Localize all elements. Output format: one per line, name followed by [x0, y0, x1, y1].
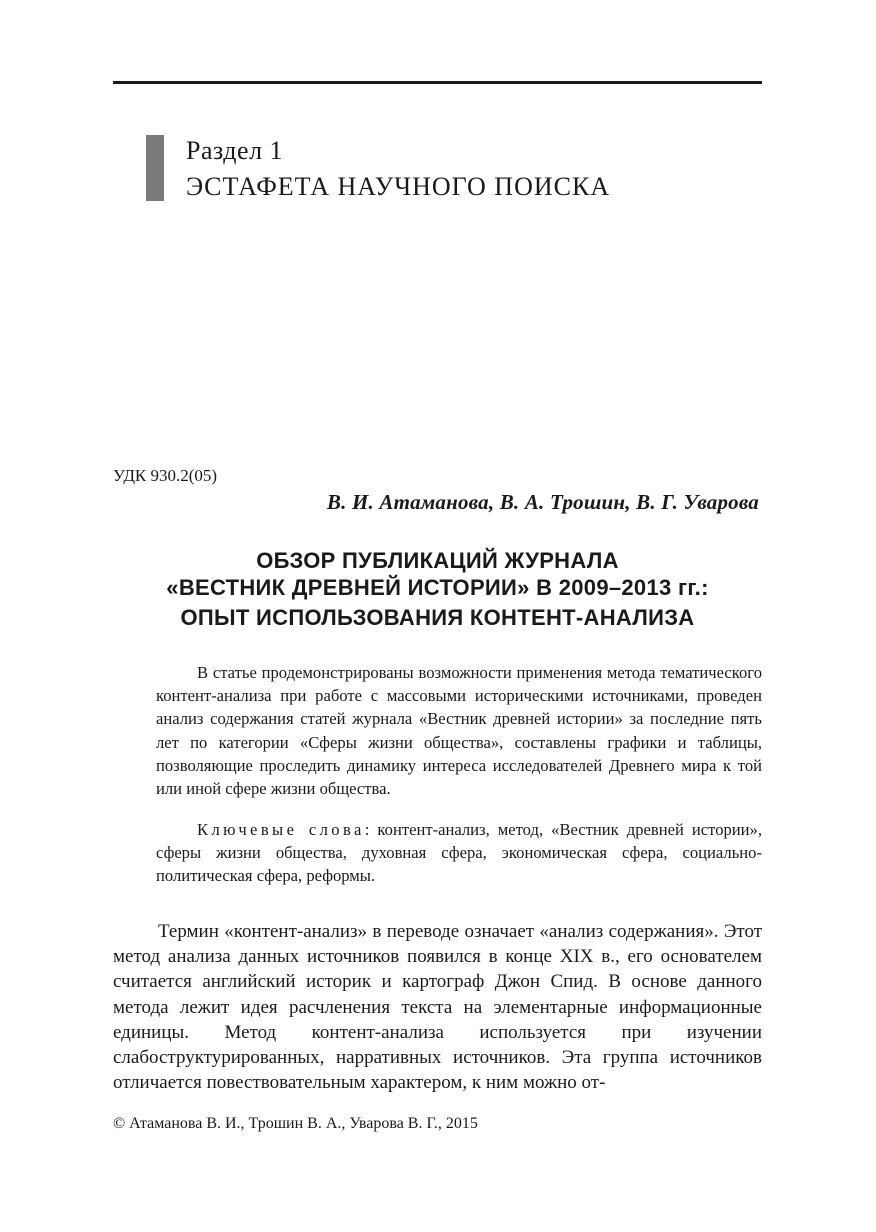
abstract: В статье продемонстрированы возможности применения метода тематического контент-анализа при работе с массовыми историческими источниками, проведен анализ содержания статей журнала «Вестник древней истории» за последние пять лет по категории «Сферы жизни общества», составлены графики и таблицы, позволяющие проследить динамику интереса исследователей Древнего мира к той или иной сфере жизни общества. [156, 663, 762, 799]
copyright-note: © Атаманова В. И., Трошин В. А., Уварова В. Г., 2015 [113, 1115, 478, 1132]
article-title-line-1: ОБЗОР ПУБЛИКАЦИЙ ЖУРНАЛА [256, 548, 619, 573]
article-title-line-3: ОПЫТ ИСПОЛЬЗОВАНИЯ КОНТЕНТ-АНАЛИЗА [180, 605, 695, 630]
section-marker-bar [146, 135, 164, 201]
authors: В. И. Атаманова, В. А. Трошин, В. Г. Уварова [326, 490, 759, 514]
keywords [156, 818, 762, 888]
article-title-line-2: «ВЕСТНИК ДРЕВНЕЙ ИСТОРИИ» В 2009–2013 гг.: [166, 575, 709, 600]
body-paragraph: Термин «контент-анализ» в переводе означает «анализ содержания». Этот метод анализа данных источников появился в конце XIX в., его основателем считается английский историк и картограф Джон Спид. В основе данного метода лежит идея расчленения текста на элементарные информационные единицы. Метод контент-анализа используется при изучении слабоструктурированных, нарративных источников. Эта группа источников отличается повествовательным характером, к ним можно от- [113, 921, 762, 1094]
keywords-label: Ключевые слова [197, 820, 365, 839]
section-title: ЭСТАФЕТА НАУЧНОГО ПОИСКА [186, 172, 611, 201]
keywords-list: : контент-анализ, метод, «Вестник древней истории», сферы жизни общества, духовная сфера, экономическая сфера, социально-политическая сфера, реформы. [156, 820, 762, 886]
header-rule [113, 81, 762, 84]
section-label: Раздел 1 [186, 136, 284, 165]
udc-code: УДК 930.2(05) [113, 466, 218, 485]
